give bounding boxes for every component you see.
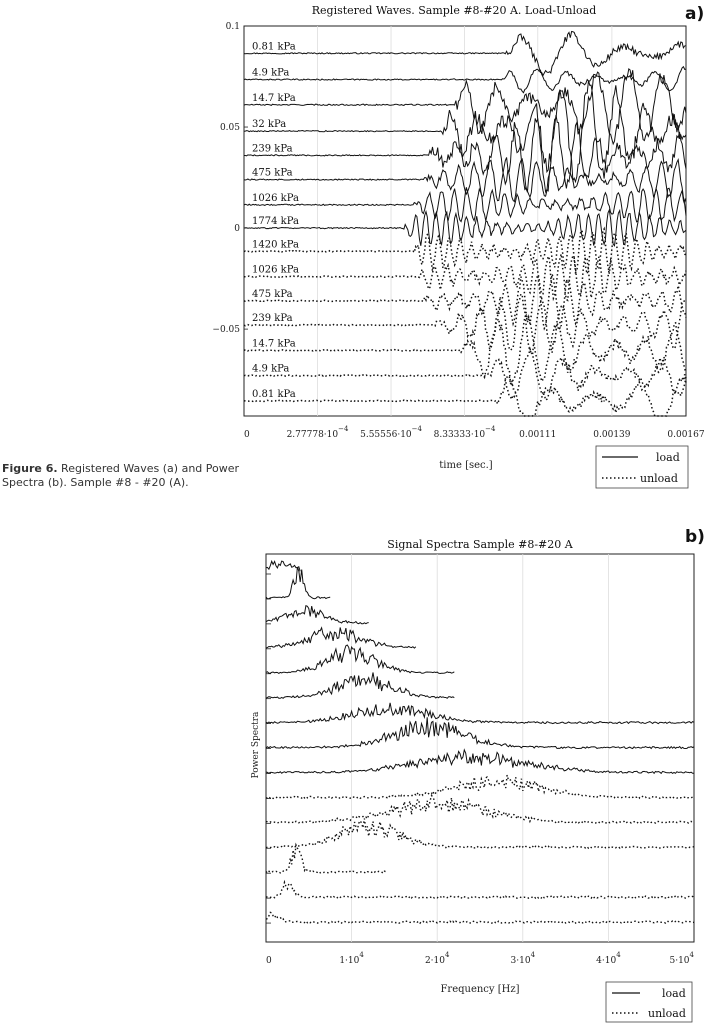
panel-a-series-label: 475 kPa (252, 288, 293, 300)
panel-a-series-label: 1420 kPa (252, 239, 299, 251)
panel-a-series-line (244, 229, 686, 274)
panel-a-series-label: 14.7 kPa (252, 92, 296, 104)
panel-b-x-axis-label: Frequency [Hz] (440, 984, 520, 995)
panel-a-x-axis-label: time [sec.] (439, 460, 493, 471)
figure-caption-text: Registered Waves (a) and Power Spectra (b). Sample #8 - #20 (A). (2, 462, 240, 489)
panel-b-x-tick-exponent: 4 (444, 951, 450, 959)
panel-b-series-line (266, 775, 694, 798)
panel-b-x-ticks (266, 951, 695, 966)
panel-a-series-label: 239 kPa (252, 143, 293, 155)
panel-a-legend-load-label: load (656, 451, 680, 464)
panel-a-series-label: 4.9 kPa (252, 363, 290, 375)
panel-b-series-line (266, 912, 694, 923)
panel-a-series-label: 1026 kPa (252, 264, 299, 276)
panel-b-series-line (266, 561, 300, 571)
panel-a-series (244, 32, 686, 417)
panel-a-x-tick-label: $2.77778\cdot 10^{-4}$ (286, 425, 349, 440)
panel-a-legend (596, 446, 688, 488)
panel-a-series-line (244, 374, 686, 416)
panel-b-series-line (266, 645, 454, 674)
panel-b-series-line (266, 750, 694, 774)
panel-a-x-tick-label: $8.33333\cdot 10^{-4}$ (433, 425, 496, 440)
panel-b-series-line (266, 796, 694, 824)
panel-a-series-line (244, 274, 686, 328)
figure-caption (2, 462, 247, 490)
panel-a-series-line (244, 316, 686, 386)
panel-a-series-line (244, 210, 686, 246)
panel-a-x-tick-exponent: −4 (338, 425, 349, 433)
panel-a-x-tick-exponent: −4 (411, 425, 422, 433)
panel-a-label: a) (685, 4, 705, 24)
panel-b-x-tick-exponent: 4 (359, 951, 364, 959)
panel-b-x-tick-label: $3\cdot 10^4$ (510, 951, 536, 966)
panel-b-series-line (266, 703, 694, 724)
panel-a-series-label: 0.81 kPa (252, 41, 296, 53)
panel-a-series-label: 239 kPa (252, 313, 293, 325)
panel-b-series-line (266, 628, 416, 649)
panel-a-series-label: 1026 kPa (252, 192, 299, 204)
panel-b-series-line (266, 567, 330, 599)
panel-b-series-line (266, 606, 369, 624)
panel-b-x-tick-exponent: 4 (616, 951, 621, 959)
panel-b-series-line (266, 819, 694, 849)
panel-a-x-tick-label: 0.00111 (519, 430, 557, 440)
panel-a-legend-unload-label: unload (640, 472, 678, 485)
panel-b-x-tick-label: $4\cdot 10^4$ (596, 951, 621, 966)
panel-b-x-tick-exponent: 4 (530, 951, 536, 959)
panel-a-series-label: 1774 kPa (252, 216, 299, 228)
panel-b-legend (606, 982, 692, 1022)
panel-a-series-line (244, 187, 686, 222)
panel-a-title: Registered Waves. Sample #8-#20 A. Load-Unload (311, 4, 597, 17)
panel-a-x-tick-exponent: −4 (485, 425, 496, 433)
panel-a-series-line (244, 67, 686, 93)
panel-a-series-line (244, 32, 686, 76)
panel-a-series-label: 475 kPa (252, 167, 293, 179)
panel-b-y-axis-label: Power Spectra (251, 711, 261, 779)
panel-a-y-ticks (212, 22, 248, 335)
panel-a-series-line (244, 254, 686, 300)
panel-b-label: b) (685, 527, 705, 547)
panel-a-series-label: 0.81 kPa (252, 388, 296, 400)
panel-a-y-tick-label: −0.05 (212, 325, 240, 336)
panel-a-y-tick-label: 0.1 (225, 22, 240, 32)
panel-b-title: Signal Spectra Sample #8-#20 A (387, 538, 573, 551)
panel-b-series-line (266, 845, 386, 873)
panel-a-series-label: 4.9 kPa (252, 67, 290, 79)
panel-b-series-line (266, 673, 454, 699)
panel-b-legend-load-label: load (662, 987, 686, 1000)
panel-b-spectra (251, 538, 695, 1022)
panel-a-series-label: 14.7 kPa (252, 338, 296, 350)
panel-b-x-tick-exponent: 4 (689, 951, 694, 959)
panel-b-x-tick-label: $5\cdot 10^4$ (669, 951, 694, 966)
panel-a-x-ticks (244, 425, 705, 440)
panel-a-x-tick-label: 0 (244, 430, 250, 440)
panel-a-y-tick-label: 0.05 (219, 123, 240, 134)
panel-b-x-tick-label: $1\cdot 10^4$ (339, 951, 364, 966)
panel-a-series-line (244, 349, 686, 400)
panel-b-series (266, 561, 694, 923)
panel-a-series-line (244, 115, 686, 192)
panel-b-x-tick-label: 0 (266, 956, 272, 966)
panel-b-legend-unload-label: unload (648, 1007, 686, 1020)
panel-a-waves (212, 4, 704, 488)
panel-b-series-line (266, 882, 694, 898)
panel-a-series-label: 32 kPa (252, 119, 287, 131)
panel-b-plot-frame (266, 554, 694, 942)
panel-b-x-tick-label: $2\cdot 10^4$ (424, 951, 450, 966)
panel-a-x-tick-label: 0.00139 (593, 430, 631, 440)
panel-a-y-tick-label: 0 (234, 224, 240, 235)
figure-caption-label: Figure 6. (2, 462, 58, 475)
panel-a-x-tick-label: 0.00167 (667, 430, 705, 440)
panel-a-x-tick-label: $5.55556\cdot 10^{-4}$ (360, 425, 422, 440)
